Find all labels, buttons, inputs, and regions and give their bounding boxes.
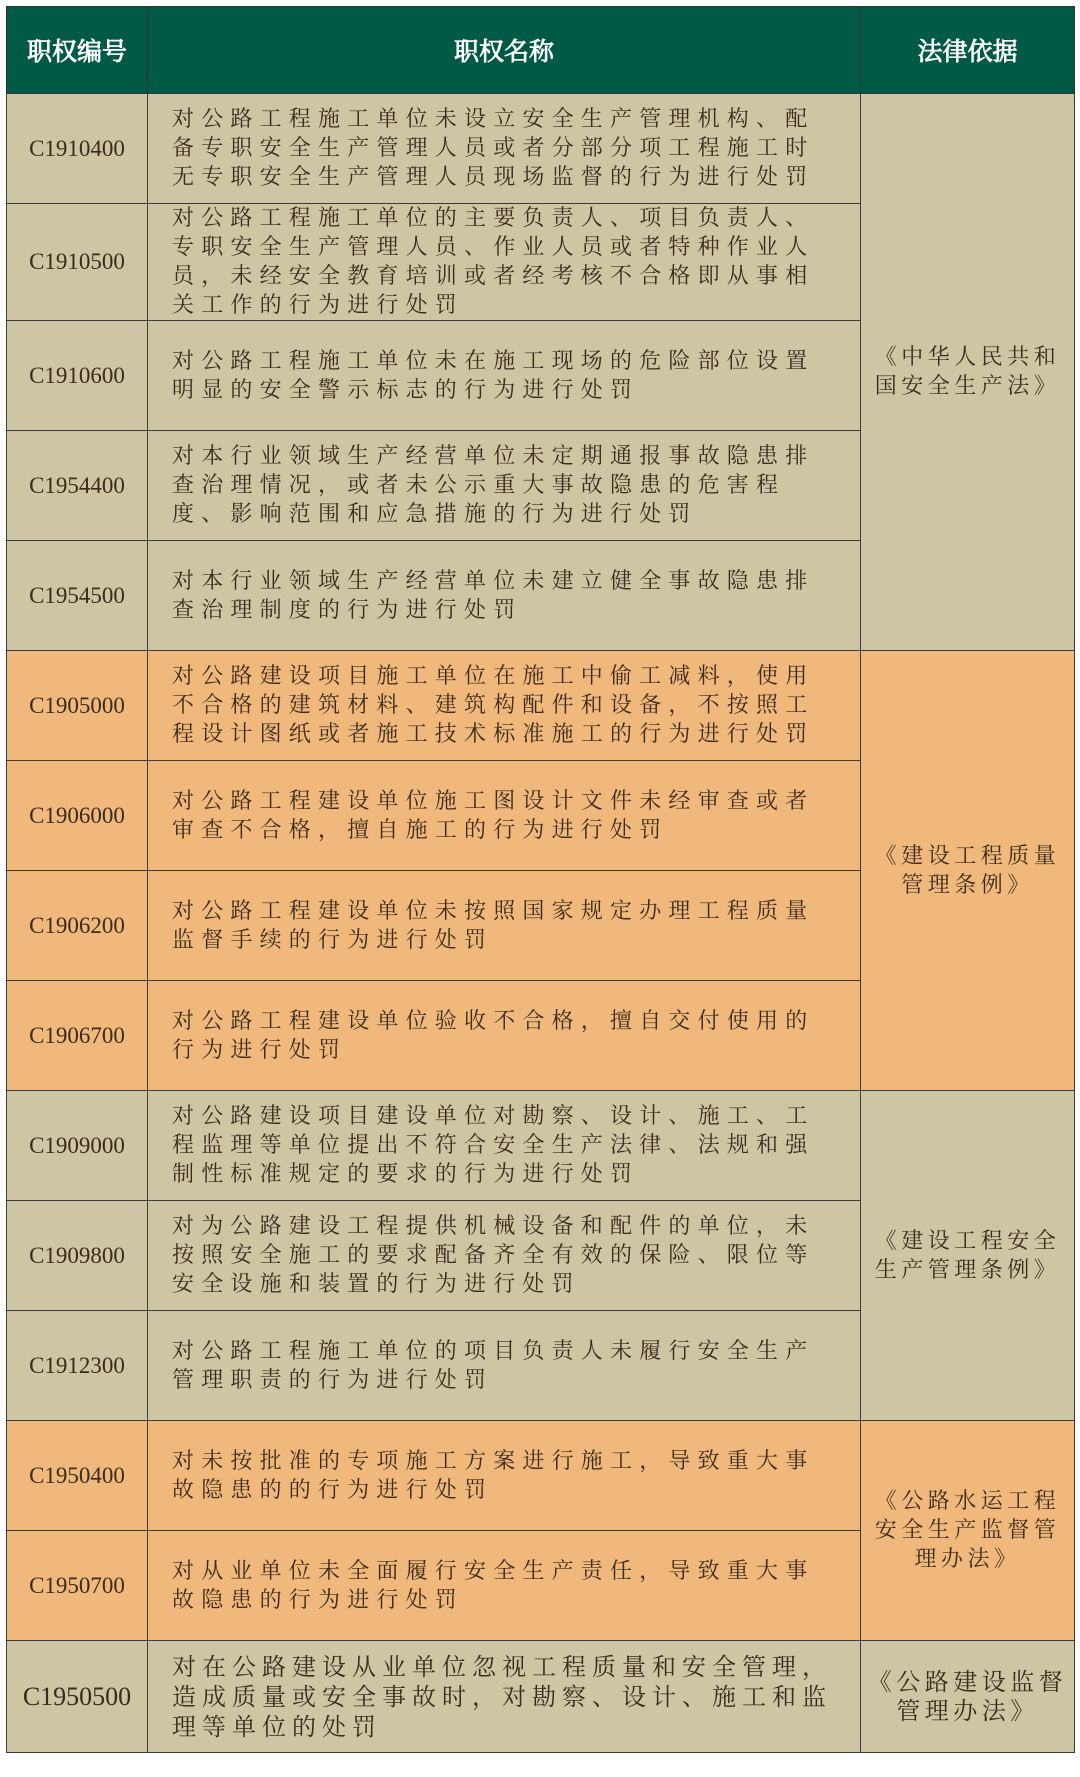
- power-name: 对公路工程施工单位的主要负责人、项目负责人、专职安全生产管理人员、作业人员或者特种作业人员，未经安全教育培训或者经考核不合格即从事相关工作的行为进行处罚: [148, 204, 861, 321]
- header-basis: 法律依据: [861, 7, 1075, 94]
- power-code: C1910600: [7, 321, 148, 431]
- power-name: 对公路工程施工单位未在施工现场的危险部位设置明显的安全警示标志的行为进行处罚: [148, 321, 861, 431]
- power-code: C1950400: [7, 1421, 148, 1531]
- header-name: 职权名称: [148, 7, 861, 94]
- header-code: 职权编号: [7, 7, 148, 94]
- power-code: C1905000: [7, 651, 148, 761]
- power-code: C1906000: [7, 761, 148, 871]
- power-name: 对公路工程施工单位未设立安全生产管理机构、配备专职安全生产管理人员或者分部分项工程施工时无专职安全生产管理人员现场监督的行为进行处罚: [148, 94, 861, 204]
- power-name: 对公路建设项目施工单位在施工中偷工减料，使用不合格的建筑材料、建筑构配件和设备，不按照工程设计图纸或者施工技术标准施工的行为进行处罚: [148, 651, 861, 761]
- power-name: 对本行业领域生产经营单位未建立健全事故隐患排查治理制度的行为进行处罚: [148, 541, 861, 651]
- power-name: 对公路工程建设单位验收不合格，擅自交付使用的行为进行处罚: [148, 981, 861, 1091]
- power-name: 对公路工程建设单位施工图设计文件未经审查或者审查不合格，擅自施工的行为进行处罚: [148, 761, 861, 871]
- legal-basis: 《中华人民共和国安全生产法》: [861, 94, 1075, 651]
- power-code: C1906200: [7, 871, 148, 981]
- table-row: [7, 1641, 1075, 1753]
- table-row: [7, 94, 1075, 204]
- power-code: C1950500: [7, 1641, 148, 1753]
- power-code: C1906700: [7, 981, 148, 1091]
- legal-basis: 《建设工程质量管理条例》: [861, 651, 1075, 1091]
- power-name: 对公路工程建设单位未按照国家规定办理工程质量监督手续的行为进行处罚: [148, 871, 861, 981]
- power-code: C1909000: [7, 1091, 148, 1201]
- table-row: [7, 1421, 1075, 1531]
- power-code: C1912300: [7, 1311, 148, 1421]
- power-name: 对为公路建设工程提供机械设备和配件的单位，未按照安全施工的要求配备齐全有效的保险、限位等安全设施和装置的行为进行处罚: [148, 1201, 861, 1311]
- legal-basis: 《公路建设监督管理办法》: [861, 1641, 1075, 1753]
- power-name: 对在公路建设从业单位忽视工程质量和安全管理，造成质量或安全事故时，对勘察、设计、施工和监理等单位的处罚: [148, 1641, 861, 1753]
- power-name: 对未按批准的专项施工方案进行施工，导致重大事故隐患的的行为进行处罚: [148, 1421, 861, 1531]
- power-name: 对从业单位未全面履行安全生产责任，导致重大事故隐患的行为进行处罚: [148, 1531, 861, 1641]
- legal-basis: 《公路水运工程安全生产监督管理办法》: [861, 1421, 1075, 1641]
- power-code: C1910500: [7, 204, 148, 321]
- table-row: [7, 651, 1075, 761]
- table-row: [7, 1091, 1075, 1201]
- power-name: 对本行业领域生产经营单位未定期通报事故隐患排查治理情况，或者未公示重大事故隐患的危害程度、影响范围和应急措施的行为进行处罚: [148, 431, 861, 541]
- powers-table: [6, 6, 1075, 1753]
- power-code: C1909800: [7, 1201, 148, 1311]
- power-code: C1954500: [7, 541, 148, 651]
- power-name: 对公路工程施工单位的项目负责人未履行安全生产管理职责的行为进行处罚: [148, 1311, 861, 1421]
- power-code: C1950700: [7, 1531, 148, 1641]
- power-code: C1954400: [7, 431, 148, 541]
- power-name: 对公路建设项目建设单位对勘察、设计、施工、工程监理等单位提出不符合安全生产法律、法规和强制性标准规定的要求的行为进行处罚: [148, 1091, 861, 1201]
- power-code: C1910400: [7, 94, 148, 204]
- legal-basis: 《建设工程安全生产管理条例》: [861, 1091, 1075, 1421]
- table-header: [7, 7, 1075, 94]
